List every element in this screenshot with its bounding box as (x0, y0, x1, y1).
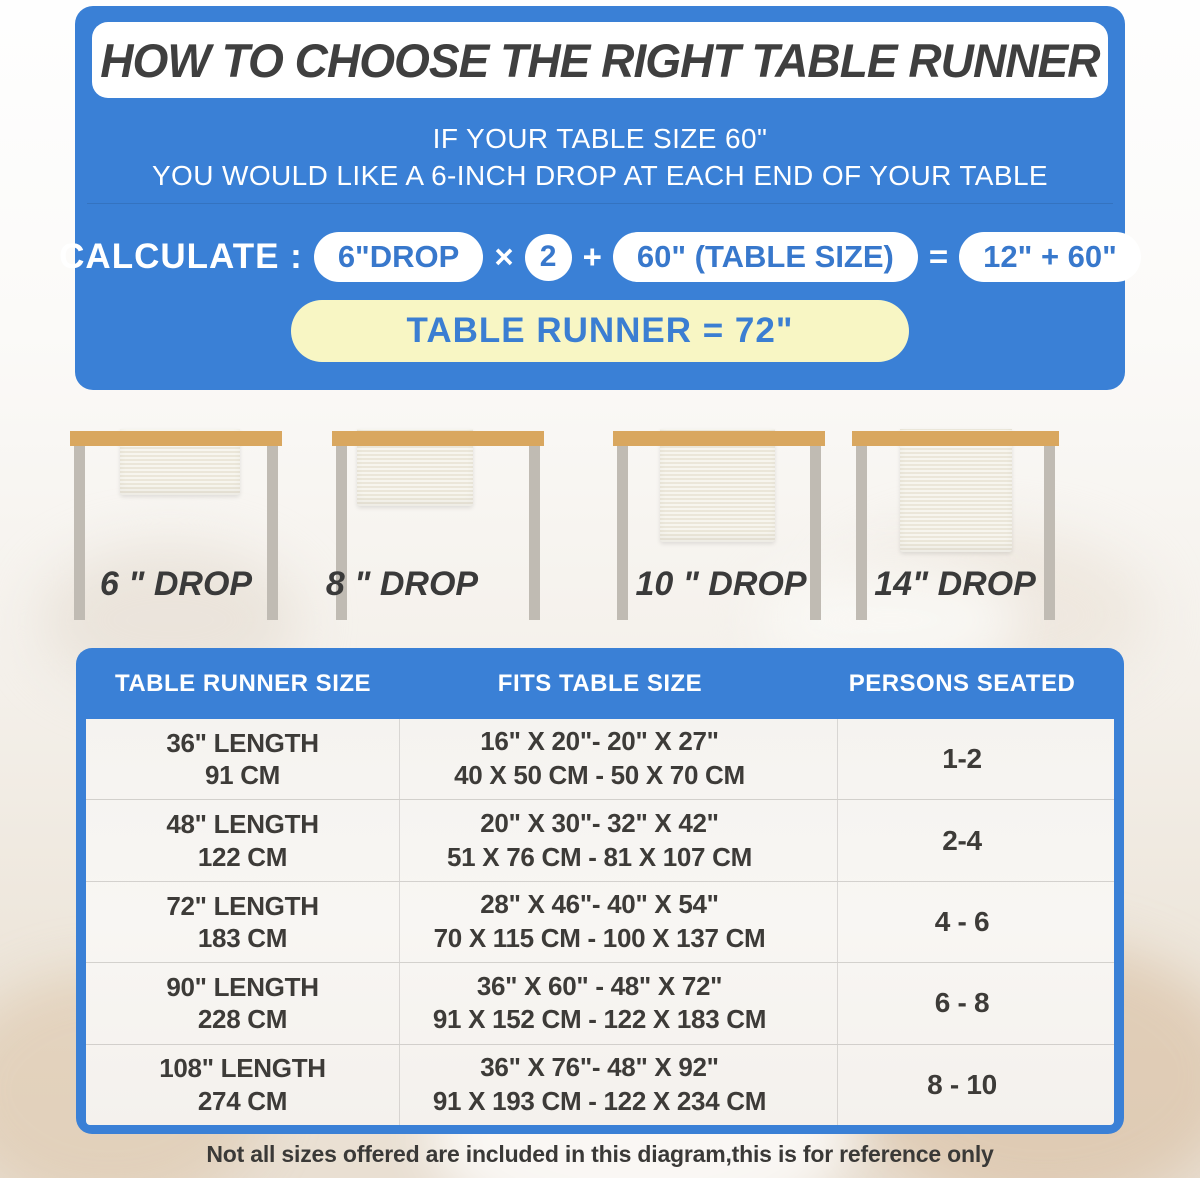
sum-pill: 12" + 60" (959, 232, 1141, 282)
runner-size-inches: 36" LENGTH (166, 727, 319, 758)
runner-size-cm: 183 CM (197, 923, 288, 954)
fits-size-cm: 40 X 50 CM - 50 X 70 CM (454, 760, 745, 791)
fits-size-cm: 91 X 152 CM - 122 X 183 CM (432, 1004, 767, 1035)
runner-size-cm: 122 CM (197, 841, 288, 872)
intro-line-2: YOU WOULD LIKE A 6-INCH DROP AT EACH END OF YOUR TABLE (151, 160, 1049, 191)
column-header-runner-size: TABLE RUNNER SIZE (114, 669, 372, 697)
runner-size-inches: 72" LENGTH (166, 890, 319, 921)
table-row (86, 1044, 1114, 1125)
persons-seated-cell: 1-2 (942, 743, 982, 775)
intro-line-1: IF YOUR TABLE SIZE 60" (432, 123, 768, 154)
fits-size-inches: 36" X 60" - 48" X 72" (476, 970, 723, 1001)
calculate-label: CALCULATE : (59, 237, 303, 276)
tabletop-graphic (70, 431, 282, 446)
title-banner (92, 22, 1108, 98)
table-row (86, 719, 1114, 799)
drop-label-14: 14" DROP (874, 565, 1036, 603)
fits-table-size-cell (400, 963, 838, 1043)
fits-size-cm: 70 X 115 CM - 100 X 137 CM (433, 923, 766, 954)
size-chart-body (86, 719, 1114, 1125)
multiply-operator: × (494, 238, 514, 275)
table-row (86, 799, 1114, 880)
runner-size-inches: 108" LENGTH (159, 1053, 326, 1084)
drop-label-10: 10 " DROP (635, 565, 807, 603)
result-pill: TABLE RUNNER = 72" (291, 300, 909, 362)
fits-size-inches: 20" X 30"- 32" X 42" (480, 807, 719, 838)
page-title: HOW TO CHOOSE THE RIGHT TABLE RUNNER (100, 33, 1100, 87)
column-header-fits-table-size: FITS TABLE SIZE (497, 669, 703, 697)
table-leg-graphic (529, 446, 540, 620)
fits-table-size-cell (400, 1045, 838, 1125)
table-row (86, 881, 1114, 962)
fits-size-cm: 51 X 76 CM - 81 X 107 CM (447, 841, 752, 872)
runner-size-inches: 48" LENGTH (166, 809, 319, 840)
persons-seated-cell: 4 - 6 (934, 906, 990, 938)
runner-size-cm: 228 CM (197, 1004, 288, 1035)
fits-size-inches: 28" X 46"- 40" X 54" (480, 889, 719, 920)
equals-operator: = (928, 238, 949, 275)
column-header-persons-seated: PERSONS SEATED (848, 669, 1076, 697)
fits-table-size-cell (400, 800, 838, 880)
persons-seated-cell: 2-4 (942, 824, 982, 856)
reference-disclaimer: Not all sizes offered are included in this diagram,this is for reference only (206, 1141, 994, 1167)
plus-operator: + (582, 238, 602, 275)
runner-size-cell (86, 882, 400, 962)
table-runner-graphic (900, 429, 1012, 552)
runner-size-cell (86, 1045, 400, 1125)
runner-size-cm: 91 CM (204, 760, 281, 791)
runner-size-cm: 274 CM (197, 1085, 288, 1116)
table-row (86, 962, 1114, 1043)
fits-table-size-cell (400, 719, 838, 799)
persons-seated-cell: 6 - 8 (934, 987, 990, 1019)
drop-label-8: 8 " DROP (325, 565, 479, 603)
table-size-pill: 60" (TABLE SIZE) (613, 232, 918, 282)
runner-size-cell (86, 800, 400, 880)
fits-size-inches: 16" X 20"- 20" X 27" (480, 726, 719, 757)
drop-label-6: 6 " DROP (99, 565, 253, 603)
tabletop-graphic (332, 431, 544, 446)
tabletop-graphic (613, 431, 825, 446)
tabletop-graphic (852, 431, 1059, 446)
fits-table-size-cell (400, 882, 838, 962)
multiplier-badge: 2 (525, 234, 572, 281)
fits-size-inches: 36" X 76"- 48" X 92" (480, 1052, 719, 1083)
runner-size-cell (86, 963, 400, 1043)
instruction-panel (59, 6, 1125, 390)
calculation-formula (59, 230, 1125, 284)
runner-size-cell (86, 719, 400, 799)
drop-value-pill: 6"DROP (314, 232, 484, 282)
size-chart-header-row (86, 648, 1114, 719)
runner-size-inches: 90" LENGTH (166, 971, 319, 1002)
persons-seated-cell: 8 - 10 (927, 1068, 997, 1100)
fits-size-cm: 91 X 193 CM - 122 X 234 CM (432, 1085, 767, 1116)
divider-line (87, 203, 1113, 204)
size-chart-panel (76, 648, 1124, 1134)
